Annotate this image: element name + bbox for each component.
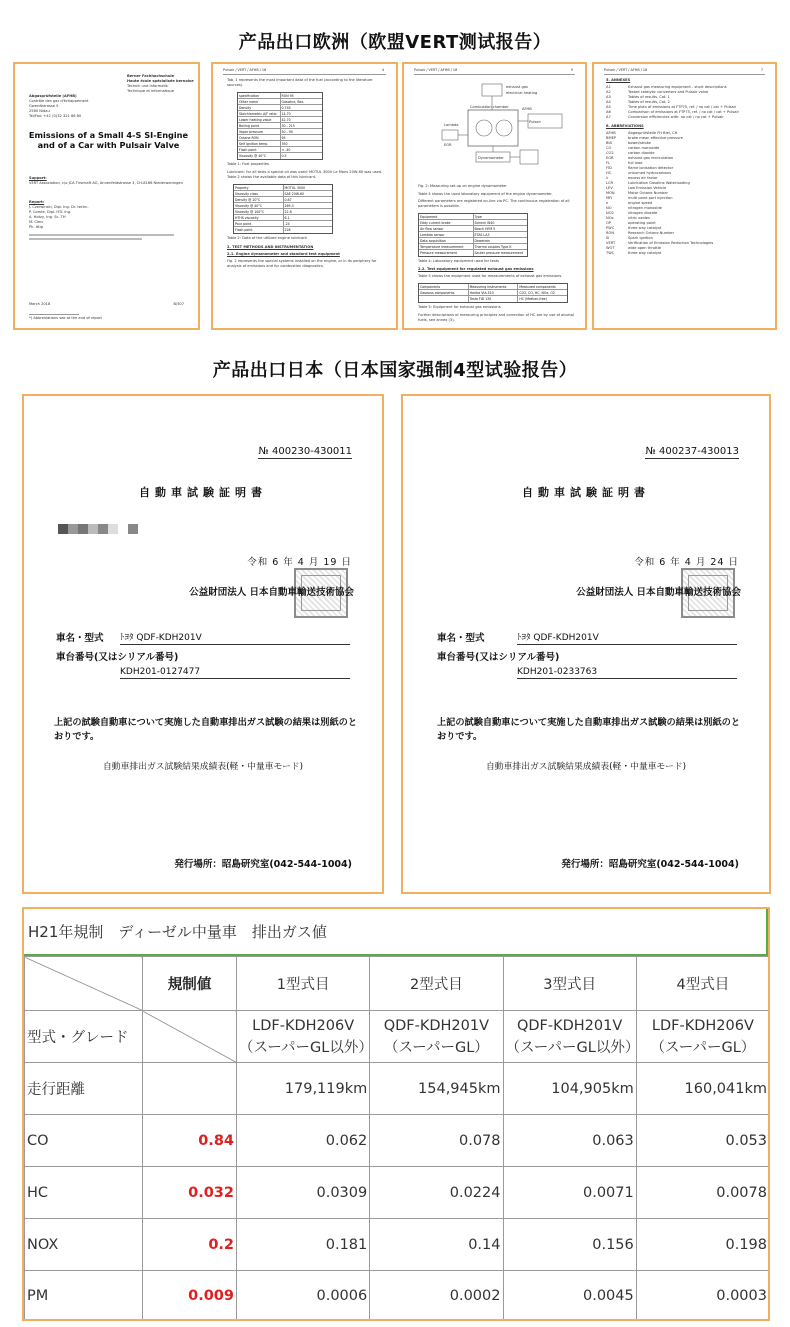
value-cell: 0.198 <box>636 1219 769 1271</box>
subsection-heading: 2.1. Engine dynamometer and standard test equipment <box>227 252 340 256</box>
chassis-number-value: KDH201-0127477 <box>120 667 350 679</box>
table-cell: Horiba VIA-510 <box>469 290 519 295</box>
page-number: 5 <box>570 68 573 72</box>
diagram-label-chamber: Combustion chamber <box>470 105 509 109</box>
value-cell: 0.14 <box>370 1219 503 1271</box>
list-item: MON Motor Octane Number <box>606 191 669 195</box>
table-cell: 22.8 <box>284 210 292 214</box>
issue-location: 発行場所：昭島研究室(042-544-1004) <box>174 859 352 870</box>
certificate-date: 令和 6 年 4 月 24 日 <box>634 557 739 568</box>
certificate-statement: 上記の試験自動車について実施した自動車排出ガス試験の結果は別紙のとおりです。 <box>437 717 741 742</box>
vehicle-name-value: ﾄﾖﾀ QDF-KDH201V <box>120 630 350 645</box>
jp-certificate-2 <box>401 394 771 894</box>
value-cell: 0.0309 <box>237 1167 370 1219</box>
table-cell: HTHS viscosity <box>234 215 284 220</box>
table-cell: CO2, CO, HC, NOx, O2 <box>519 291 555 295</box>
diagram-label-exhaust: exhaust gas <box>506 85 528 89</box>
co-row <box>25 1115 770 1167</box>
list-item: NO nitrogen monoxide <box>606 206 662 210</box>
table-cell: SAE 20W-60 <box>284 192 305 196</box>
further-description: Further descriptions of measuring principles and correction of HC are by use of alcohol fuels, see annex (3). <box>418 313 575 322</box>
column-header: 4型式目 <box>636 957 769 1011</box>
table-cell: 6.1 <box>284 216 290 220</box>
list-item: FID flame ionisation detector <box>606 166 674 170</box>
eu-report-page-2 <box>211 62 398 330</box>
table-cell: 42.70 <box>281 118 291 122</box>
table-cell: Viscosity class <box>234 191 284 196</box>
abbreviation-list <box>606 131 769 256</box>
table-cell: Testo FID 130 <box>469 296 519 302</box>
emissions-grid <box>24 956 770 1321</box>
list-item: SI Spark ignition <box>606 236 653 240</box>
limit-value: 0.009 <box>143 1271 237 1321</box>
table-cell: Air flow sensor <box>419 226 474 231</box>
emission-equipment-intro: Table 5 shows the equipment used for measurements of exhaust gas emissions. <box>418 274 563 278</box>
limit-header: 規制値 <box>143 957 237 1011</box>
table-cell: Temperature measurement <box>419 244 474 249</box>
table-cell: 14.70 <box>281 112 291 116</box>
list-item: RON Research Octane Number <box>606 231 675 235</box>
table-cell: 0.745 <box>281 106 291 110</box>
eu-report-page-3 <box>402 62 587 330</box>
column-header: 2型式目 <box>370 957 503 1011</box>
certificate-number: № 400237-430013 <box>645 446 739 457</box>
model-cell: QDF-KDH201V （スーパーGL） <box>370 1011 503 1063</box>
page-header: Pulsair / VERT / AFHB / 18 <box>223 68 267 72</box>
diagram-label-egr: EGR <box>444 143 452 147</box>
table-cell: Density <box>238 105 281 110</box>
value-cell: 0.0224 <box>370 1167 503 1219</box>
row-label: HC <box>25 1167 143 1219</box>
column-header: 1型式目 <box>237 957 370 1011</box>
table-header-row <box>25 957 770 1011</box>
list-item: NOx nitric oxides <box>606 216 650 220</box>
value-cell: 0.0006 <box>237 1271 370 1321</box>
support-block: Support: VERT Association, c/o JCA Tirschaft AG, Annenfeldstrasse 3, CH-8166 Niederweningen <box>29 176 183 185</box>
value-cell: 0.0045 <box>503 1271 636 1321</box>
table-cell: Sauter pressure measurement <box>474 251 524 255</box>
table-cell: Thermo couples Type K <box>474 245 512 249</box>
lubricant-table <box>233 184 333 234</box>
list-item: MFI multi point port injection <box>606 196 673 200</box>
value-cell: 0.053 <box>636 1115 769 1167</box>
row-label: NOX <box>25 1219 143 1271</box>
table-cell: Stoichiometric A/F ratio <box>238 111 281 116</box>
table-cell: 350 <box>281 142 288 146</box>
diagram-label-heating: electrical heating <box>506 91 538 95</box>
page-number: 7 <box>760 68 763 72</box>
table-cell: Octane RON <box>238 135 281 140</box>
emissions-value-table <box>22 907 770 1321</box>
table-cell: Lower heating value <box>238 117 281 122</box>
list-item: EGR exhaust gas recirculation <box>606 156 674 160</box>
table-cell: Self ignition temp. <box>238 141 281 146</box>
value-cell: 0.156 <box>503 1219 636 1271</box>
limit-value: 0.2 <box>143 1219 237 1271</box>
vehicle-name-label: 車名・型式 <box>56 633 104 644</box>
table-cell: Other name <box>238 99 281 104</box>
table-cell: Pressure measurement <box>419 250 474 256</box>
value-cell: 0.0071 <box>503 1167 636 1219</box>
mileage-cell: 160,041km <box>636 1063 769 1115</box>
diagram-label-pulsair: Pulsair <box>529 120 541 124</box>
vehicle-name-label: 車名・型式 <box>437 633 485 644</box>
table-cell: Flash point <box>234 227 284 233</box>
certificate-title: 自動車試験証明書 <box>139 486 267 499</box>
table-cell: Vapor pressure <box>238 129 281 134</box>
list-item: A2 Tested catalytic converters and Pulsair valve <box>606 90 709 94</box>
certificate-date: 令和 6 年 4 月 19 日 <box>247 557 352 568</box>
mileage-cell: 104,905km <box>503 1063 636 1115</box>
list-item: λ excess air factor <box>606 176 658 180</box>
mileage-cell: 179,119km <box>237 1063 370 1115</box>
eu-report-page-1 <box>13 62 200 330</box>
report-authors-block: Report: J. Czerwinski, Dipl. Ing. Dr. techn. P. Comte, Dipl. HTL Ing. A. Hotzy, Ing. Sc. TH M. Clerc Ph. Ittig <box>29 200 190 242</box>
table-cell: Flash point <box>238 147 281 152</box>
table-cell: Lambda sensor <box>419 232 474 237</box>
equipment-intro: Table 4 shows the used laboratory equipment of the engine dynamometer. <box>418 192 553 196</box>
registration-text: Different parameters are registered on-line via PC. The continuous registration of all parameters is possible. <box>418 199 570 208</box>
mileage-limit-cell <box>143 1063 237 1115</box>
table-cell: -24 <box>284 222 290 226</box>
list-item: NO2 nitrogen dioxide <box>606 211 658 215</box>
value-cell: 0.0003 <box>636 1271 769 1321</box>
redacted-block <box>58 524 138 534</box>
table-cell: Viscosity @ 100°C <box>234 209 284 214</box>
model-limit-cell <box>143 1011 237 1063</box>
pm-row <box>25 1271 770 1321</box>
lubricant-table-caption: Table 2: Data of the utilized engine lubricant <box>227 236 307 240</box>
table-cell: Property <box>234 185 284 190</box>
table-cell: Viscosity @ 40°C <box>234 203 284 208</box>
table-cell: RON 95 <box>281 94 294 98</box>
model-grade-row <box>25 1011 770 1063</box>
table-cell: Gaseous components <box>419 290 469 295</box>
value-cell: 0.0002 <box>370 1271 503 1321</box>
limit-value: 0.84 <box>143 1115 237 1167</box>
chassis-number-value: KDH201-0233763 <box>517 667 737 679</box>
table-cell: 95 <box>281 136 286 140</box>
table-cell: Components <box>419 284 469 289</box>
hc-row <box>25 1167 770 1219</box>
emission-table-caption: Table 5: Equipment for exhaust gas emissions <box>418 305 501 309</box>
list-item: BtS bowel/stroke <box>606 141 651 145</box>
list-item: A3 Tables of results, Cat. 1 <box>606 95 670 99</box>
list-item: A4 Tables of results, Cat. 2 <box>606 100 670 104</box>
table-cell: Type <box>474 215 482 219</box>
table-cell: Measuring instruments <box>469 284 519 289</box>
chassis-number-label: 車台番号(又はシリアル番号) <box>56 652 179 663</box>
annex-list <box>606 85 769 120</box>
table-cell: specification <box>238 93 281 98</box>
issuing-organization: 公益財団法人 日本自動車輸送技術協会 <box>576 587 741 598</box>
list-item: WOT wide open throttle <box>606 246 661 250</box>
row-label: 型式・グレード <box>25 1011 143 1063</box>
list-item: A7 Conversion efficiencies with: no cat / no cat + Pulsair <box>606 115 724 119</box>
report-date: March 2018 <box>29 302 51 306</box>
list-item: n engine speed <box>606 201 653 205</box>
table-cell: 0.5 <box>281 154 287 158</box>
header-corner-cell <box>25 957 143 1011</box>
issue-location: 発行場所：昭島研究室(042-544-1004) <box>561 859 739 870</box>
chassis-number-label: 車台番号(又はシリアル番号) <box>437 652 560 663</box>
table-cell: 228 <box>284 228 291 232</box>
certificate-number: № 400230-430011 <box>258 446 352 457</box>
table-cell: MOTUL 300V <box>284 186 306 190</box>
table-cell: Eddy current brake <box>419 220 474 225</box>
list-item: A6 Comparison of emissions at FTP75, ref. / no cat / cat + Pulsair <box>606 110 739 114</box>
certificate-subtitle: 自動車排出ガス試験結果成績表(軽・中量車モード) <box>102 762 304 772</box>
mileage-row <box>25 1063 770 1115</box>
table-cell: 30 - 215 <box>281 124 295 128</box>
table-cell: Equipment <box>419 214 474 219</box>
table-cell: Measured components <box>519 285 556 289</box>
list-item: LEV Low Emission Vehicle <box>606 186 667 190</box>
value-cell: 0.0078 <box>636 1167 769 1219</box>
lubricant-intro: Table 2 shows the available data of this lubricant. <box>227 175 317 179</box>
lab-equipment-table <box>418 213 528 257</box>
diagram-label-lambda: Lambda <box>444 123 459 127</box>
table-cell: Viscosity @ 40°C <box>238 153 281 159</box>
value-cell: 0.062 <box>237 1115 370 1167</box>
jp-section-title: 产品出口日本（日本国家强制4型试验报告） <box>212 360 578 381</box>
subsection-heading: 2.2. Test equipment for regulated exhaust gas emissions <box>418 267 534 271</box>
list-item: A1 Exhaust gas measuring equipment - short descriptions <box>606 85 727 89</box>
list-item: FL full load <box>606 161 643 165</box>
diagram-label-afhb: AFHB <box>522 107 532 111</box>
list-item: CO carbon monoxide <box>606 146 660 150</box>
table-cell: Data acquisition <box>419 238 474 243</box>
value-cell: 0.078 <box>370 1115 503 1167</box>
table-cell: < -40 <box>281 148 291 152</box>
vehicle-name-value: ﾄﾖﾀ QDF-KDH201V <box>517 630 737 645</box>
list-item: CO2 carbon dioxide <box>606 151 655 155</box>
lubricant-text: Lubricant: for all tests a special oil was used: MOTUL 300V Le Mans 20W-60 was used. <box>227 170 383 174</box>
column-header: 3型式目 <box>503 957 636 1011</box>
fuel-table-caption: Table 1: Fuel properties <box>227 162 269 166</box>
row-label: CO <box>25 1115 143 1167</box>
section-body: Fig. 2 represents the special systems installed on the engine, or in its periphery for analysis of emissions and for combustion diagnostics. <box>227 259 377 268</box>
table-cell: Dewetron <box>474 239 490 243</box>
list-item: LCR Lubrication Gasoline Waterloading <box>606 181 690 185</box>
certificate-statement: 上記の試験自動車について実施した自動車排出ガス試験の結果は別紙のとおりです。 <box>54 717 358 742</box>
table-cell: Boiling point <box>238 123 281 128</box>
table-row <box>238 153 322 159</box>
annexes-heading: 5. ANNEXES <box>606 78 631 82</box>
table-row <box>419 250 527 256</box>
list-item: OP operating point <box>606 221 656 225</box>
limit-value: 0.032 <box>143 1167 237 1219</box>
model-cell: LDF-KDH206V （スーパーGL以外） <box>237 1011 370 1063</box>
page-header: Pulsair / VERT / AFHB / 18 <box>414 68 458 72</box>
mileage-cell: 154,945km <box>370 1063 503 1115</box>
fuel-intro: Tab. 1 represents the most important data of the fuel (according to the literature sources). <box>227 78 373 87</box>
diagram-label-dyno: Dynamometer <box>478 156 504 160</box>
table-cell: ETAS LA3 <box>474 233 490 237</box>
list-item: PWC three way catalyst <box>606 226 662 230</box>
lab-address-block: Abgasprüfstelle (AFHB) Contrôle des gaz d'échappement Gwerdtstrasse 5 2560 Nidau Tel/Fax: +41 (0)32 321 66 80 <box>29 94 89 118</box>
certificate-subtitle: 自動車排出ガス試験結果成績表(軽・中量車モード) <box>485 762 687 772</box>
list-item: TWC three way catalyst <box>606 251 662 255</box>
table-cell: 169.3 <box>284 204 294 208</box>
table-cell: Schenk W40 <box>474 221 495 225</box>
page-header: Pulsair / VERT / AFHB / 18 <box>604 68 648 72</box>
nox-row <box>25 1219 770 1271</box>
list-item: A5 Time plots of emissions at FTP75, ref. / no cat / cat + Pulsair <box>606 105 737 109</box>
value-cell: 0.063 <box>503 1115 636 1167</box>
page-number: 4 <box>381 68 384 72</box>
table-cell: HC (Methan-free) <box>519 297 547 301</box>
emissions-table-title: H21年規制 ディーゼル中量車 排出ガス値 <box>24 909 768 956</box>
table-cell: Gasoline, Bez. <box>281 100 305 104</box>
list-item: BMEP brake mean effective pressure <box>606 136 683 140</box>
certificate-title: 自動車試験証明書 <box>522 486 650 499</box>
fuel-properties-table <box>237 92 323 160</box>
table-cell: 50 - 90 <box>281 130 293 134</box>
table-cell: Pour point <box>234 221 284 226</box>
abbreviations-heading: 6. ABBREVIATIONS <box>606 124 644 128</box>
report-title: Emissions of a Small 4-S SI-Engine and of a Car with Pulsair Valve <box>28 130 189 150</box>
table-cell: Density @ 20°C <box>234 197 284 202</box>
footnote: *) Abbreviations see at the end of report <box>29 316 102 320</box>
jp-certificate-1 <box>22 394 384 894</box>
table-cell <box>419 296 469 302</box>
section-heading: 2. TEST METHODS AND INSTRUMENTATION <box>227 245 314 249</box>
table-row <box>419 296 567 302</box>
value-cell: 0.181 <box>237 1219 370 1271</box>
measuring-setup-diagram <box>424 80 574 180</box>
emission-equipment-table <box>418 283 568 303</box>
list-item: HC unburned hydrocarbons <box>606 171 672 175</box>
model-cell: QDF-KDH201V （スーパーGL以外） <box>503 1011 636 1063</box>
table-row <box>234 227 332 233</box>
report-number: B/307 <box>173 302 184 306</box>
institution-block: Berner Fachhochschule Haute école spécialisée bernoise Technik und Informatik Technique et informatique <box>127 74 194 93</box>
eu-section-title: 产品出口欧洲（欧盟VERT测试报告） <box>238 32 552 53</box>
table-cell: Bosch HFM 5 <box>474 227 496 231</box>
row-label: 走行距離 <box>25 1063 143 1115</box>
list-item: AFHB Abgasprüfstelle FH Biel, CH <box>606 131 678 135</box>
issuing-organization: 公益財団法人 日本自動車輸送技術協会 <box>189 587 354 598</box>
figure-caption: Fig. 2: Measuring set-up on engine dynamometer <box>418 184 507 188</box>
eu-report-page-4 <box>592 62 777 330</box>
row-label: PM <box>25 1271 143 1321</box>
list-item: VERT Verification of Emission Reduction Technologies <box>606 241 714 245</box>
table-cell: 0.87 <box>284 198 292 202</box>
equipment-table-caption: Table 4: Laboratory equipment used for tests <box>418 259 500 263</box>
model-cell: LDF-KDH206V （スーパーGL） <box>636 1011 769 1063</box>
